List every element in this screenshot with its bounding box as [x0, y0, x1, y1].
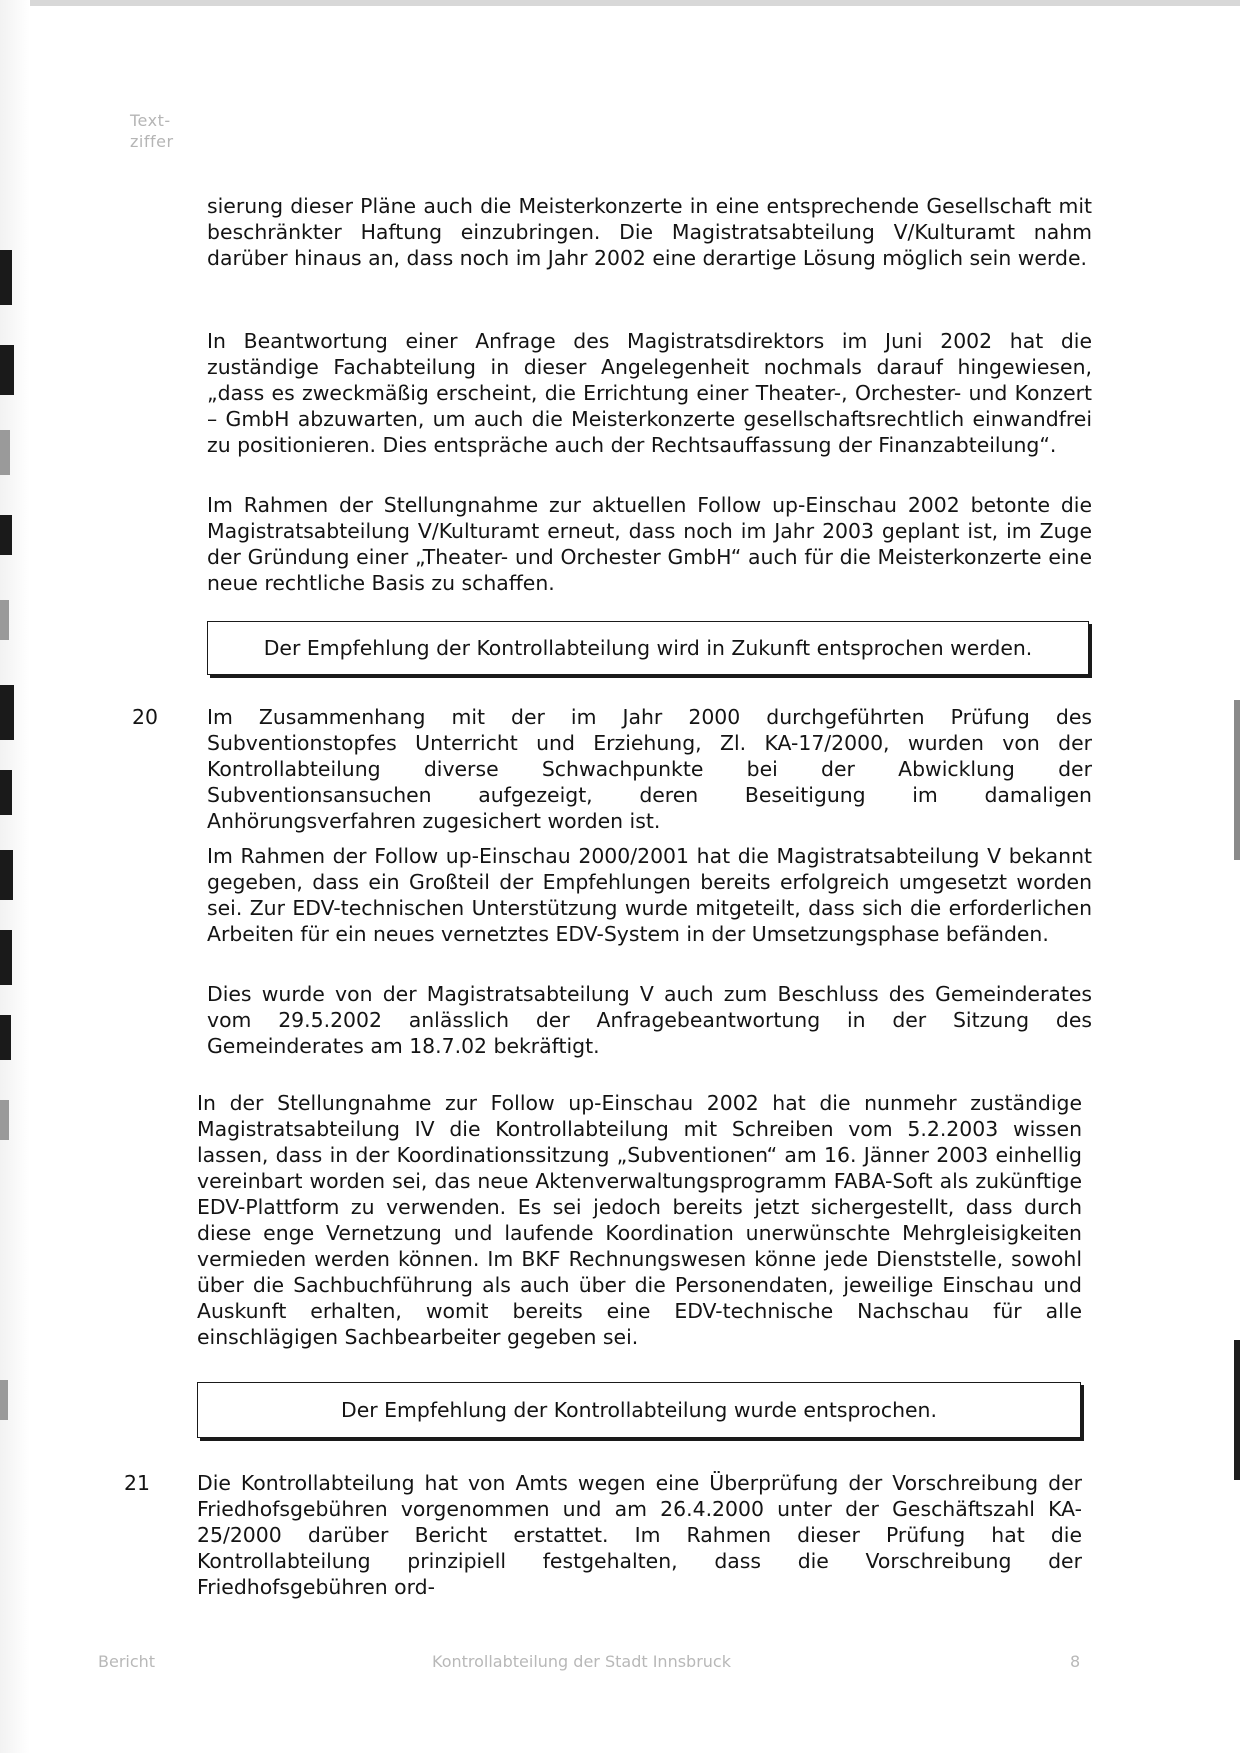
paragraph: Die Kontrollabteilung hat von Amts wegen eine Überprüfung der Vorschreibung der Friedhofsgebühren vorgenommen und am 26.4.2000 unter der Geschäftszahl KA-25/2000 darüber Bericht erstattet. Im Rahmen dieser Prüfung hat die Kontrollabteilung prinzipiell festgehalten, dass die Vorschreibung der Friedhofsgebühren ord- [197, 1471, 1082, 1599]
scan-mark [0, 345, 14, 395]
scan-mark [0, 685, 14, 740]
footer-left: Bericht [98, 1652, 156, 1671]
scan-mark [0, 1380, 8, 1420]
scan-mark [0, 1100, 9, 1140]
paragraph: Im Zusammenhang mit der im Jahr 2000 durchgeführten Prüfung des Subventionstopfes Unterricht und Erziehung, Zl. KA-17/2000, wurden von der Kontrollabteilung diverse Schwachpunkte bei der Abwicklung der Subventionsansuchen aufgezeigt, deren Beseitigung im damaligen Anhörungsverfahren zugesichert worden ist. [207, 705, 1092, 833]
scan-mark [0, 515, 12, 555]
margin-heading-line2: ziffer [130, 132, 174, 151]
scan-mark [0, 600, 9, 640]
paragraph: In der Stellungnahme zur Follow up-Einschau 2002 hat die nunmehr zuständige Magistratsabteilung IV die Kontrollabteilung mit Schreiben vom 5.2.2003 wissen lassen, dass in der Koordinationssitzung „Subventionen“ am 16. Jänner 2003 einhellig vereinbart worden sei, das neue Aktenverwaltungsprogramm FABA-Soft als zukünftige EDV-Plattform zu verwenden. Es sei jedoch bereits jetzt sichergestellt, dass durch diese enge Vernetzung und laufende Koordination unerwünschte Mehrgleisigkeiten vermieden werden können. Im BKF Rechnungswesen könne jede Dienststelle, sowohl über die Sachbuchführung als auch über die Personendaten, jeweilige Einschau und Auskunft erhalten, womit bereits eine EDV-technische Nachschau für alle einschlägigen Sachbearbeiter gegeben sei. [197, 1091, 1082, 1349]
paragraph: sierung dieser Pläne auch die Meisterkonzerte in eine entsprechende Gesellschaft mit beschränkter Haftung einzubringen. Die Magistratsabteilung V/Kulturamt nahm darüber hinaus an, dass noch im Jahr 2002 eine derartige Lösung möglich sein werde. [207, 194, 1092, 270]
scan-edge-right [1234, 700, 1240, 860]
scan-mark [0, 250, 12, 305]
textziffer-number: 20 [132, 705, 158, 729]
scan-mark [0, 430, 10, 475]
page-number: 8 [1070, 1652, 1081, 1671]
margin-heading [130, 110, 174, 152]
paragraph: Im Rahmen der Stellungnahme zur aktuellen Follow up-Einschau 2002 betonte die Magistratsabteilung V/Kulturamt erneut, dass noch im Jahr 2003 geplant ist, im Zuge der Gründung einer „Theater- und Orchester GmbH“ auch für die Meisterkonzerte eine neue rechtliche Basis zu schaffen. [207, 493, 1092, 595]
paragraph: In Beantwortung einer Anfrage des Magistratsdirektors im Juni 2002 hat die zuständige Fachabteilung in dieser Angelegenheit nochmals darauf hingewiesen, „dass es zweckmäßig erscheint, die Errichtung einer Theater-, Orchester- und Konzert – GmbH abzuwarten, um auch die Meisterkonzerte gesellschaftsrechtlich einwandfrei zu positionieren. Dies entspräche auch der Rechtsauffassung der Finanzabteilung“. [207, 329, 1092, 457]
scan-mark [0, 850, 13, 900]
scan-mark [0, 930, 12, 985]
conclusion-box [197, 1382, 1081, 1438]
footer-center: Kontrollabteilung der Stadt Innsbruck [432, 1652, 731, 1671]
margin-heading-line1: Text- [130, 111, 171, 130]
paragraph: Im Rahmen der Follow up-Einschau 2000/2001 hat die Magistratsabteilung V bekannt gegeben, dass ein Großteil der Empfehlungen bereits erfolgreich umgesetzt worden sei. Zur EDV-technischen Unterstützung wurde mitgeteilt, dass sich die erforderlichen Arbeiten für ein neues vernetztes EDV-System in der Umsetzungsphase befänden. [207, 844, 1092, 946]
conclusion-text: Der Empfehlung der Kontrollabteilung wurde entsprochen. [341, 1398, 937, 1422]
conclusion-text: Der Empfehlung der Kontrollabteilung wird in Zukunft entsprochen werden. [263, 636, 1033, 660]
paragraph: Dies wurde von der Magistratsabteilung V auch zum Beschluss des Gemeinderates vom 29.5.2002 anlässlich der Anfragebeantwortung in der Sitzung des Gemeinderates am 18.7.02 bekräftigt. [207, 982, 1092, 1058]
scan-edge-top [0, 0, 1240, 6]
conclusion-box [207, 621, 1089, 675]
scan-mark [0, 1015, 11, 1060]
scan-mark [0, 770, 12, 815]
textziffer-number: 21 [124, 1471, 150, 1495]
scan-edge-right [1234, 1340, 1240, 1480]
